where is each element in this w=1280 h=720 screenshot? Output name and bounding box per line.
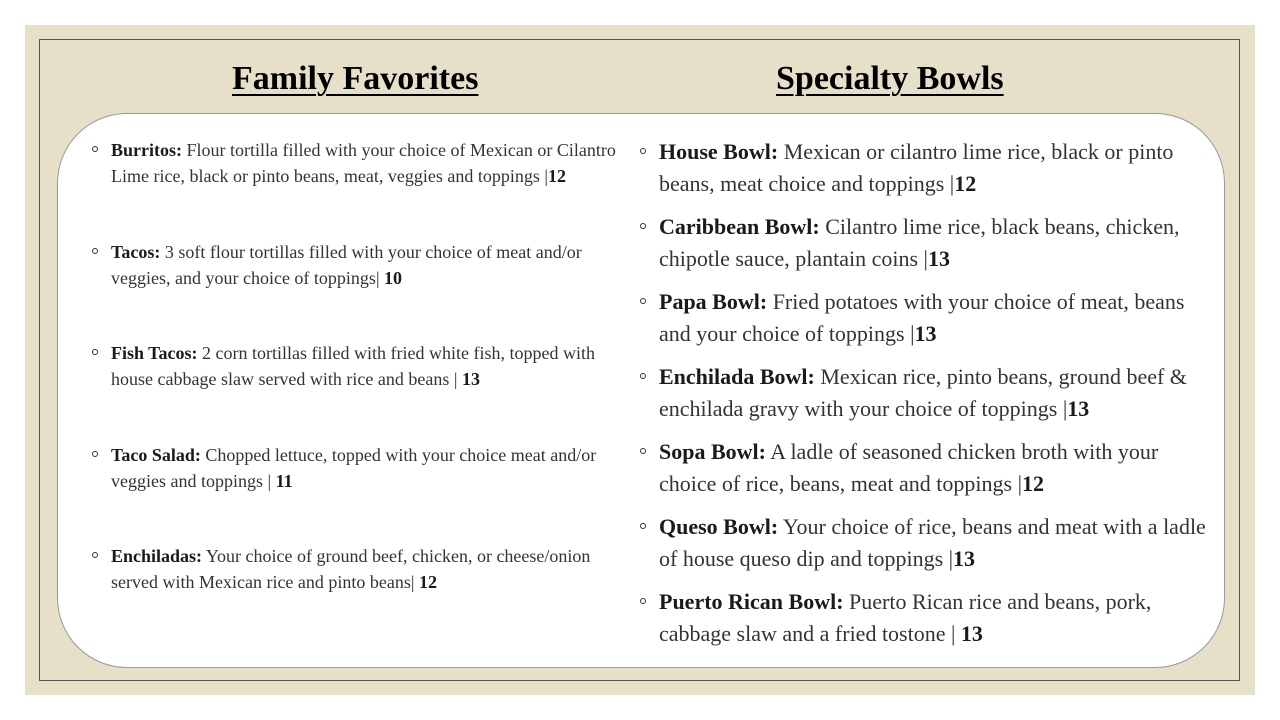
item-description: Fried potatoes with your choice of meat, beans and your choice of toppings | xyxy=(659,289,1185,346)
item-description: Your choice of ground beef, chicken, or cheese/onion served with Mexican rice and pinto beans| xyxy=(111,546,591,592)
item-name: Caribbean Bowl: xyxy=(659,214,820,239)
item-description: Puerto Rican rice and beans, pork, cabbage slaw and a fried tostone | xyxy=(659,589,1152,646)
menu-item-tacos xyxy=(111,239,641,291)
item-price: 13 xyxy=(927,246,950,271)
family-favorites-list xyxy=(111,137,641,595)
item-description: 3 soft flour tortillas filled with your choice of meat and/or veggies, and your choice of toppings| xyxy=(111,242,582,288)
item-price: 13 xyxy=(953,546,976,571)
item-name: Taco Salad: xyxy=(111,445,201,465)
item-name: Enchilada Bowl: xyxy=(659,364,815,389)
menu-item-caribbean-bowl xyxy=(659,211,1209,275)
menu-item-puerto-rican-bowl xyxy=(659,586,1209,650)
item-price: 13 xyxy=(1067,396,1090,421)
specialty-bowls-heading: Specialty Bowls xyxy=(776,60,1004,97)
menu-item-queso-bowl xyxy=(659,511,1209,575)
menu-item-fish-tacos xyxy=(111,340,641,392)
item-name: Papa Bowl: xyxy=(659,289,768,314)
menu-item-sopa-bowl xyxy=(659,436,1209,500)
item-description: 2 corn tortillas filled with fried white fish, topped with house cabbage slaw served with rice and beans | xyxy=(111,343,595,389)
item-price: 12 xyxy=(954,171,977,196)
menu-item-house-bowl xyxy=(659,136,1209,200)
family-favorites-heading: Family Favorites xyxy=(232,60,479,97)
item-name: House Bowl: xyxy=(659,139,779,164)
item-price: 12 xyxy=(419,572,438,592)
item-name: Fish Tacos: xyxy=(111,343,198,363)
item-price: 13 xyxy=(461,369,480,389)
item-name: Burritos: xyxy=(111,140,182,160)
item-description: Your choice of rice, beans and meat with a ladle of house queso dip and toppings | xyxy=(659,514,1206,571)
menu-item-taco-salad xyxy=(111,442,641,494)
specialty-bowls-list xyxy=(659,136,1209,650)
menu-item-papa-bowl xyxy=(659,286,1209,350)
item-name: Enchiladas: xyxy=(111,546,203,566)
item-name: Sopa Bowl: xyxy=(659,439,766,464)
item-price: 12 xyxy=(1022,471,1044,496)
item-price: 10 xyxy=(384,268,403,288)
item-price: 12 xyxy=(547,166,566,186)
menu-item-enchiladas xyxy=(111,543,641,595)
item-name: Tacos: xyxy=(111,242,161,262)
item-name: Queso Bowl: xyxy=(659,514,779,539)
item-price: 11 xyxy=(275,471,293,491)
item-name: Puerto Rican Bowl: xyxy=(659,589,844,614)
item-price: 13 xyxy=(914,321,937,346)
item-description: A ladle of seasoned chicken broth with your choice of rice, beans, meat and toppings | xyxy=(659,439,1159,496)
item-price: 13 xyxy=(960,621,983,646)
item-description: Flour tortilla filled with your choice of Mexican or Cilantro Lime rice, black or pinto beans, meat, veggies and toppings | xyxy=(111,140,616,186)
item-description: Mexican rice, pinto beans, ground beef & enchilada gravy with your choice of toppings | xyxy=(659,364,1187,421)
menu-item-enchilada-bowl xyxy=(659,361,1209,425)
item-description: Chopped lettuce, topped with your choice meat and/or veggies and toppings | xyxy=(111,445,597,491)
item-description: Cilantro lime rice, black beans, chicken, chipotle sauce, plantain coins | xyxy=(659,214,1180,271)
menu-item-burritos xyxy=(111,137,641,189)
item-description: Mexican or cilantro lime rice, black or pinto beans, meat choice and toppings | xyxy=(659,139,1174,196)
